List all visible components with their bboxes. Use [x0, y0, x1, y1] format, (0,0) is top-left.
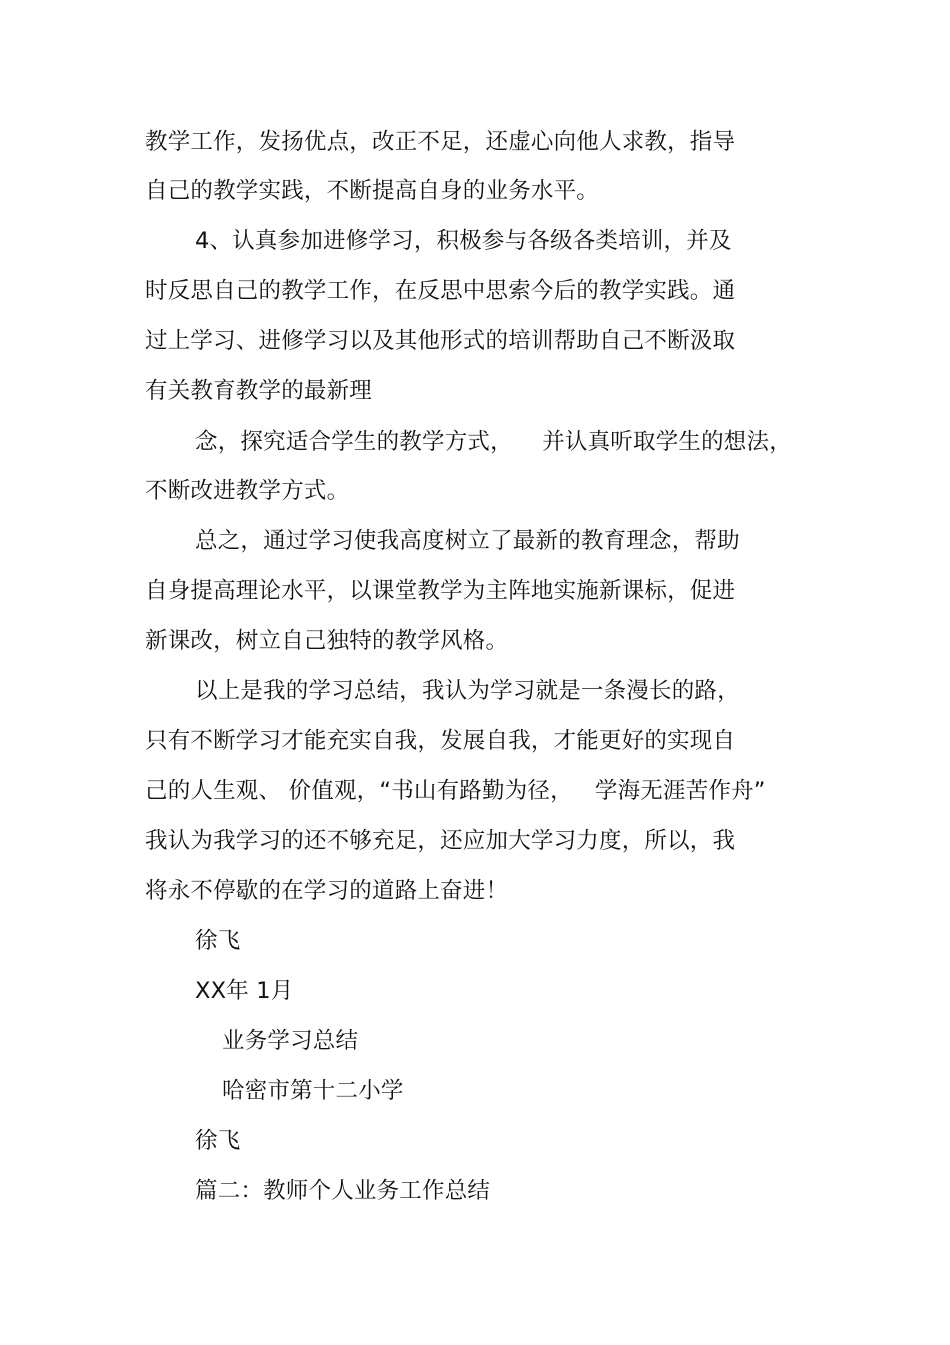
paragraph-line: 自己的教学实践，不断提高自身的业务水平。: [145, 178, 600, 204]
paragraph-line: 时反思自己的教学工作，在反思中思索今后的教学实践。通: [145, 278, 736, 304]
paragraph-line: 以上是我的学习总结，我认为学习就是一条漫长的路，: [195, 678, 740, 704]
author-name: 徐飞: [195, 1128, 241, 1154]
paragraph-line: 4、认真参加进修学习，积极参与各级各类培训，并及: [195, 228, 732, 254]
paragraph-line: 不断改进教学方式。: [145, 478, 350, 504]
paragraph-line: 教学工作，发扬优点，改正不足，还虚心向他人求教，指导: [145, 129, 736, 155]
paragraph-line: 只有不断学习才能充实自我，发展自我，才能更好的实现自: [145, 728, 736, 754]
paragraph-line: 过上学习、进修学习以及其他形式的培训帮助自己不断汲取: [145, 328, 736, 354]
paragraph-line: 己的人生观、 价值观，“书山有路勤为径， 学海无涯苦作舟”: [145, 778, 766, 804]
date-line: XX年 1月: [195, 978, 294, 1004]
author-name: 徐飞: [195, 928, 241, 954]
school-name: 哈密市第十二小学: [222, 1078, 404, 1104]
paragraph-line: 总之，通过学习使我高度树立了最新的教育理念，帮助: [195, 528, 740, 554]
paragraph-line: 我认为我学习的还不够充足，还应加大学习力度，所以，我: [145, 828, 736, 854]
paragraph-line: 将永不停歇的在学习的道路上奋进！: [145, 878, 509, 904]
paragraph-line: 自身提高理论水平，以课堂教学为主阵地实施新课标，促进: [145, 578, 736, 604]
chapter-heading: 篇二：教师个人业务工作总结: [195, 1178, 491, 1204]
paragraph-line: 新课改，树立自己独特的教学风格。: [145, 628, 509, 654]
section-title: 业务学习总结: [222, 1028, 359, 1054]
paragraph-line: 有关教育教学的最新理: [145, 378, 373, 404]
paragraph-line: 念，探究适合学生的教学方式， 并认真听取学生的想法，: [195, 429, 792, 455]
